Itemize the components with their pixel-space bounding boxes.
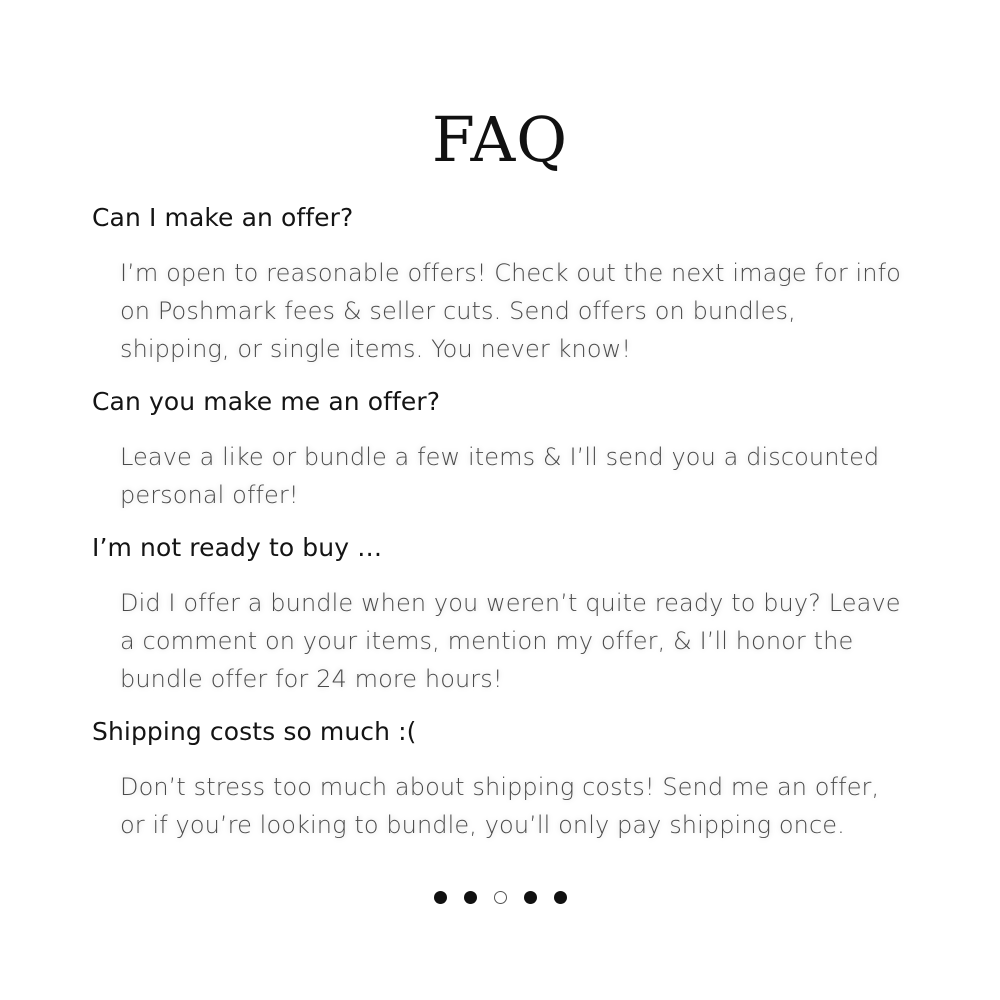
- pagination-dot[interactable]: [524, 891, 537, 904]
- faq-item-shipping: [92, 710, 942, 844]
- faq-answer: Don’t stress too much about shipping costs! Send me an offer, or if you’re looking to bundle, you’ll only pay shipping once.: [120, 773, 880, 839]
- faq-question: Can you make me an offer?: [92, 387, 441, 416]
- faq-question: Can I make an offer?: [92, 203, 354, 232]
- pagination-dot[interactable]: [434, 891, 447, 904]
- faq-answer: Leave a like or bundle a few items & I’ll send you a discounted personal offer!: [120, 443, 880, 509]
- faq-item-not-ready: [92, 526, 942, 698]
- faq-list: [92, 196, 942, 844]
- pagination-dot[interactable]: [554, 891, 567, 904]
- faq-question: I’m not ready to buy …: [92, 533, 383, 562]
- pagination-dots: [0, 891, 1000, 904]
- faq-answer: I’m open to reasonable offers! Check out the next image for info on Poshmark fees & seller cuts. Send offers on bundles, shipping, or single items. You never know!: [120, 259, 901, 363]
- pagination-dot[interactable]: [464, 891, 477, 904]
- page-title: FAQ: [431, 103, 569, 176]
- faq-item-make-offer: [92, 196, 942, 368]
- faq-answer: Did I offer a bundle when you weren’t quite ready to buy? Leave a comment on your items, mention my offer, & I’ll honor the bundle offer for 24 more hours!: [120, 589, 901, 693]
- faq-question: Shipping costs so much :(: [92, 717, 417, 746]
- faq-item-offer-me: [92, 380, 942, 514]
- pagination-dot-current[interactable]: [494, 891, 507, 904]
